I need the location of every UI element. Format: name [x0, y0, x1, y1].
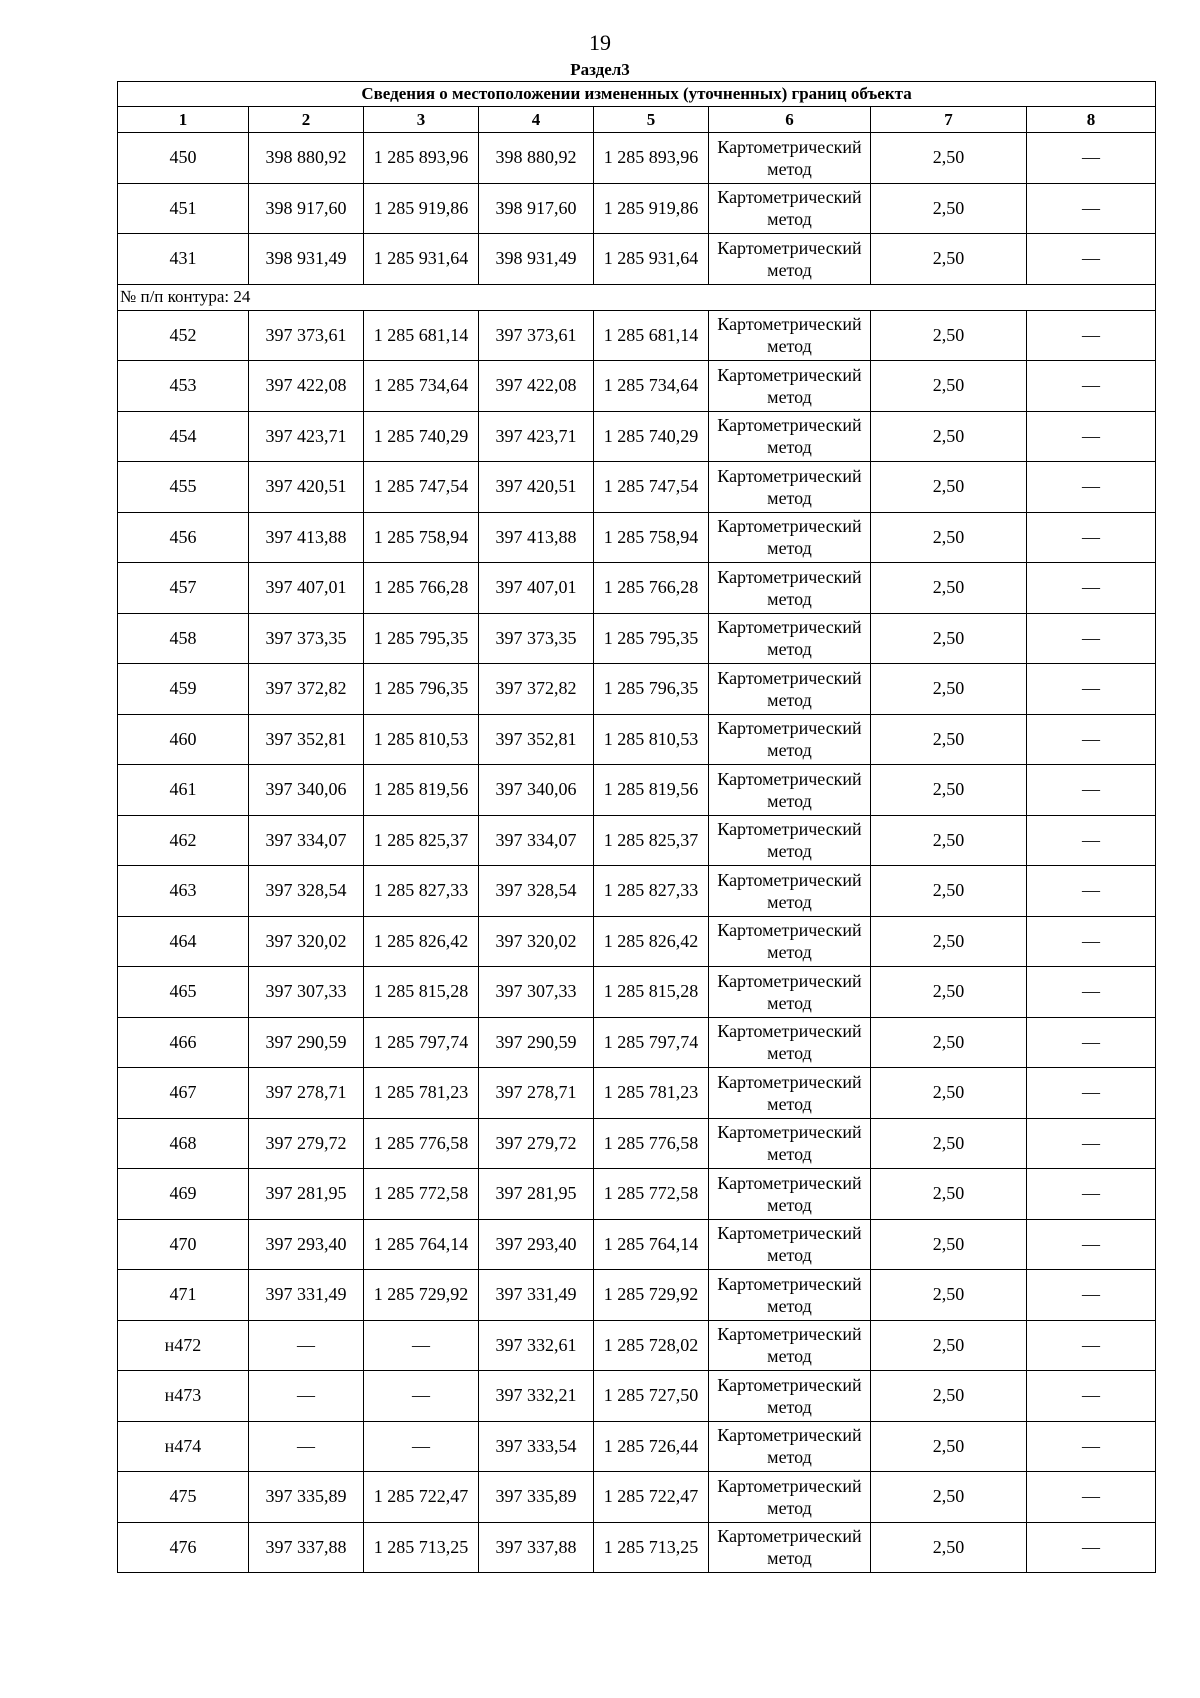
existing-x-cell: — — [249, 1421, 364, 1472]
accuracy-cell: 2,50 — [871, 512, 1027, 563]
boundary-coordinates-table — [117, 81, 1156, 1573]
refined-x-cell: 397 331,49 — [479, 1270, 594, 1321]
existing-x-cell: 397 373,35 — [249, 613, 364, 664]
refined-y-cell: 1 285 740,29 — [594, 411, 709, 462]
refined-y-cell: 1 285 797,74 — [594, 1017, 709, 1068]
accuracy-cell: 2,50 — [871, 462, 1027, 513]
point-number-cell: 457 — [118, 563, 249, 614]
description-cell: — — [1027, 1421, 1156, 1472]
point-number-cell: 468 — [118, 1118, 249, 1169]
refined-x-cell: 397 307,33 — [479, 967, 594, 1018]
method-cell: Картометрический метод — [709, 183, 871, 234]
refined-y-cell: 1 285 747,54 — [594, 462, 709, 513]
description-cell: — — [1027, 462, 1156, 513]
refined-x-cell: 397 373,35 — [479, 613, 594, 664]
refined-x-cell: 397 340,06 — [479, 765, 594, 816]
refined-y-cell: 1 285 758,94 — [594, 512, 709, 563]
accuracy-cell: 2,50 — [871, 1421, 1027, 1472]
point-number-cell: 453 — [118, 361, 249, 412]
existing-x-cell: 397 407,01 — [249, 563, 364, 614]
refined-x-cell: 397 290,59 — [479, 1017, 594, 1068]
refined-x-cell: 398 880,92 — [479, 133, 594, 184]
description-cell: — — [1027, 1522, 1156, 1573]
description-cell: — — [1027, 1118, 1156, 1169]
refined-y-cell: 1 285 796,35 — [594, 664, 709, 715]
method-cell: Картометрический метод — [709, 361, 871, 412]
method-cell: Картометрический метод — [709, 411, 871, 462]
existing-y-cell: 1 285 764,14 — [364, 1219, 479, 1270]
accuracy-cell: 2,50 — [871, 361, 1027, 412]
accuracy-cell: 2,50 — [871, 563, 1027, 614]
description-cell: — — [1027, 133, 1156, 184]
accuracy-cell: 2,50 — [871, 310, 1027, 361]
existing-y-cell: 1 285 766,28 — [364, 563, 479, 614]
page-number: 19 — [589, 30, 611, 55]
point-number-cell: 454 — [118, 411, 249, 462]
table-row — [118, 967, 1156, 1018]
method-cell: Картометрический метод — [709, 1371, 871, 1422]
existing-y-cell: 1 285 931,64 — [364, 234, 479, 285]
method-cell: Картометрический метод — [709, 1472, 871, 1523]
refined-y-cell: 1 285 781,23 — [594, 1068, 709, 1119]
point-number-cell: 470 — [118, 1219, 249, 1270]
existing-y-cell: 1 285 795,35 — [364, 613, 479, 664]
refined-x-cell: 397 422,08 — [479, 361, 594, 412]
refined-x-cell: 397 407,01 — [479, 563, 594, 614]
method-cell: Картометрический метод — [709, 1118, 871, 1169]
existing-y-cell: 1 285 919,86 — [364, 183, 479, 234]
existing-y-cell: — — [364, 1421, 479, 1472]
table-caption: Сведения о местоположении измененных (уточненных) границ объекта — [118, 82, 1156, 107]
point-number-cell: 452 — [118, 310, 249, 361]
description-cell: — — [1027, 815, 1156, 866]
refined-x-cell: 397 332,61 — [479, 1320, 594, 1371]
refined-x-cell: 397 334,07 — [479, 815, 594, 866]
existing-x-cell: 397 278,71 — [249, 1068, 364, 1119]
accuracy-cell: 2,50 — [871, 1118, 1027, 1169]
accuracy-cell: 2,50 — [871, 967, 1027, 1018]
refined-x-cell: 397 320,02 — [479, 916, 594, 967]
refined-y-cell: 1 285 722,47 — [594, 1472, 709, 1523]
column-number-header: 2 — [249, 107, 364, 133]
point-number-cell: 459 — [118, 664, 249, 715]
description-cell: — — [1027, 563, 1156, 614]
accuracy-cell: 2,50 — [871, 815, 1027, 866]
existing-y-cell: 1 285 826,42 — [364, 916, 479, 967]
method-cell: Картометрический метод — [709, 967, 871, 1018]
point-number-cell: 463 — [118, 866, 249, 917]
accuracy-cell: 2,50 — [871, 411, 1027, 462]
existing-x-cell: 398 880,92 — [249, 133, 364, 184]
existing-y-cell: 1 285 797,74 — [364, 1017, 479, 1068]
accuracy-cell: 2,50 — [871, 714, 1027, 765]
existing-y-cell: — — [364, 1371, 479, 1422]
table-row — [118, 866, 1156, 917]
table-row — [118, 1371, 1156, 1422]
description-cell: — — [1027, 1219, 1156, 1270]
existing-y-cell: 1 285 681,14 — [364, 310, 479, 361]
existing-x-cell: 397 293,40 — [249, 1219, 364, 1270]
description-cell: — — [1027, 613, 1156, 664]
point-number-cell: 458 — [118, 613, 249, 664]
existing-x-cell: 397 413,88 — [249, 512, 364, 563]
existing-y-cell: 1 285 815,28 — [364, 967, 479, 1018]
existing-x-cell: — — [249, 1371, 364, 1422]
table-row — [118, 1169, 1156, 1220]
point-number-cell: 475 — [118, 1472, 249, 1523]
method-cell: Картометрический метод — [709, 1219, 871, 1270]
table-row — [118, 462, 1156, 513]
existing-x-cell: 397 328,54 — [249, 866, 364, 917]
table-row — [118, 613, 1156, 664]
table-row — [118, 183, 1156, 234]
refined-y-cell: 1 285 772,58 — [594, 1169, 709, 1220]
refined-x-cell: 398 931,49 — [479, 234, 594, 285]
description-cell: — — [1027, 310, 1156, 361]
method-cell: Картометрический метод — [709, 866, 871, 917]
existing-x-cell: — — [249, 1320, 364, 1371]
refined-x-cell: 397 332,21 — [479, 1371, 594, 1422]
description-cell: — — [1027, 361, 1156, 412]
existing-x-cell: 397 331,49 — [249, 1270, 364, 1321]
accuracy-cell: 2,50 — [871, 1169, 1027, 1220]
table-row — [118, 1118, 1156, 1169]
accuracy-cell: 2,50 — [871, 1017, 1027, 1068]
refined-y-cell: 1 285 727,50 — [594, 1371, 709, 1422]
point-number-cell: 455 — [118, 462, 249, 513]
table-row — [118, 916, 1156, 967]
existing-y-cell: 1 285 781,23 — [364, 1068, 479, 1119]
method-cell: Картометрический метод — [709, 664, 871, 715]
accuracy-cell: 2,50 — [871, 866, 1027, 917]
description-cell: — — [1027, 183, 1156, 234]
method-cell: Картометрический метод — [709, 1270, 871, 1321]
existing-y-cell: 1 285 772,58 — [364, 1169, 479, 1220]
refined-y-cell: 1 285 713,25 — [594, 1522, 709, 1573]
method-cell: Картометрический метод — [709, 462, 871, 513]
table-row — [118, 1421, 1156, 1472]
refined-y-cell: 1 285 728,02 — [594, 1320, 709, 1371]
method-cell: Картометрический метод — [709, 310, 871, 361]
method-cell: Картометрический метод — [709, 815, 871, 866]
method-cell: Картометрический метод — [709, 714, 871, 765]
description-cell: — — [1027, 1320, 1156, 1371]
existing-y-cell: 1 285 810,53 — [364, 714, 479, 765]
refined-y-cell: 1 285 726,44 — [594, 1421, 709, 1472]
accuracy-cell: 2,50 — [871, 664, 1027, 715]
refined-x-cell: 397 333,54 — [479, 1421, 594, 1472]
point-number-cell: 451 — [118, 183, 249, 234]
point-number-cell: н474 — [118, 1421, 249, 1472]
existing-x-cell: 398 917,60 — [249, 183, 364, 234]
refined-x-cell: 397 293,40 — [479, 1219, 594, 1270]
existing-y-cell: 1 285 734,64 — [364, 361, 479, 412]
table-row — [118, 563, 1156, 614]
refined-x-cell: 397 281,95 — [479, 1169, 594, 1220]
refined-x-cell: 397 372,82 — [479, 664, 594, 715]
method-cell: Картометрический метод — [709, 613, 871, 664]
contour-label: № п/п контура: 24 — [118, 284, 1156, 310]
refined-x-cell: 397 420,51 — [479, 462, 594, 513]
table-row — [118, 664, 1156, 715]
column-number-header: 8 — [1027, 107, 1156, 133]
existing-x-cell: 397 337,88 — [249, 1522, 364, 1573]
column-number-header: 7 — [871, 107, 1027, 133]
existing-y-cell: 1 285 893,96 — [364, 133, 479, 184]
existing-y-cell: 1 285 758,94 — [364, 512, 479, 563]
method-cell: Картометрический метод — [709, 916, 871, 967]
accuracy-cell: 2,50 — [871, 1270, 1027, 1321]
description-cell: — — [1027, 664, 1156, 715]
method-cell: Картометрический метод — [709, 765, 871, 816]
point-number-cell: 460 — [118, 714, 249, 765]
existing-y-cell: 1 285 825,37 — [364, 815, 479, 866]
point-number-cell: 471 — [118, 1270, 249, 1321]
refined-x-cell: 397 279,72 — [479, 1118, 594, 1169]
point-number-cell: 465 — [118, 967, 249, 1018]
table-row — [118, 815, 1156, 866]
refined-y-cell: 1 285 919,86 — [594, 183, 709, 234]
description-cell: — — [1027, 765, 1156, 816]
existing-y-cell: — — [364, 1320, 479, 1371]
method-cell: Картометрический метод — [709, 1320, 871, 1371]
existing-y-cell: 1 285 713,25 — [364, 1522, 479, 1573]
existing-x-cell: 397 420,51 — [249, 462, 364, 513]
description-cell: — — [1027, 512, 1156, 563]
description-cell: — — [1027, 1169, 1156, 1220]
description-cell: — — [1027, 916, 1156, 967]
refined-y-cell: 1 285 795,35 — [594, 613, 709, 664]
refined-y-cell: 1 285 815,28 — [594, 967, 709, 1018]
refined-x-cell: 398 917,60 — [479, 183, 594, 234]
existing-x-cell: 397 290,59 — [249, 1017, 364, 1068]
table-body — [118, 133, 1156, 1573]
refined-x-cell: 397 335,89 — [479, 1472, 594, 1523]
refined-y-cell: 1 285 826,42 — [594, 916, 709, 967]
refined-y-cell: 1 285 729,92 — [594, 1270, 709, 1321]
existing-y-cell: 1 285 819,56 — [364, 765, 479, 816]
description-cell: — — [1027, 411, 1156, 462]
method-cell: Картометрический метод — [709, 1068, 871, 1119]
existing-y-cell: 1 285 722,47 — [364, 1472, 479, 1523]
point-number-cell: 464 — [118, 916, 249, 967]
refined-y-cell: 1 285 893,96 — [594, 133, 709, 184]
method-cell: Картометрический метод — [709, 563, 871, 614]
table-row — [118, 361, 1156, 412]
accuracy-cell: 2,50 — [871, 916, 1027, 967]
table-row — [118, 714, 1156, 765]
table-row — [118, 234, 1156, 285]
existing-y-cell: 1 285 827,33 — [364, 866, 479, 917]
existing-y-cell: 1 285 776,58 — [364, 1118, 479, 1169]
table-row — [118, 1522, 1156, 1573]
accuracy-cell: 2,50 — [871, 183, 1027, 234]
refined-x-cell: 397 373,61 — [479, 310, 594, 361]
existing-x-cell: 397 423,71 — [249, 411, 364, 462]
contour-header-row — [118, 284, 1156, 310]
column-number-header: 1 — [118, 107, 249, 133]
table-row — [118, 310, 1156, 361]
refined-y-cell: 1 285 819,56 — [594, 765, 709, 816]
point-number-cell: 450 — [118, 133, 249, 184]
method-cell: Картометрический метод — [709, 1017, 871, 1068]
refined-y-cell: 1 285 810,53 — [594, 714, 709, 765]
refined-y-cell: 1 285 827,33 — [594, 866, 709, 917]
column-number-header: 3 — [364, 107, 479, 133]
table-row — [118, 1219, 1156, 1270]
column-number-header-row — [118, 107, 1156, 133]
point-number-cell: 462 — [118, 815, 249, 866]
existing-x-cell: 398 931,49 — [249, 234, 364, 285]
refined-x-cell: 397 278,71 — [479, 1068, 594, 1119]
existing-y-cell: 1 285 729,92 — [364, 1270, 479, 1321]
existing-x-cell: 397 372,82 — [249, 664, 364, 715]
method-cell: Картометрический метод — [709, 512, 871, 563]
table-row — [118, 512, 1156, 563]
refined-y-cell: 1 285 681,14 — [594, 310, 709, 361]
accuracy-cell: 2,50 — [871, 765, 1027, 816]
description-cell: — — [1027, 714, 1156, 765]
method-cell: Картометрический метод — [709, 1169, 871, 1220]
description-cell: — — [1027, 234, 1156, 285]
existing-x-cell: 397 279,72 — [249, 1118, 364, 1169]
existing-y-cell: 1 285 796,35 — [364, 664, 479, 715]
point-number-cell: 469 — [118, 1169, 249, 1220]
refined-y-cell: 1 285 825,37 — [594, 815, 709, 866]
point-number-cell: 466 — [118, 1017, 249, 1068]
table-row — [118, 1320, 1156, 1371]
refined-y-cell: 1 285 766,28 — [594, 563, 709, 614]
refined-y-cell: 1 285 776,58 — [594, 1118, 709, 1169]
table-row — [118, 1472, 1156, 1523]
accuracy-cell: 2,50 — [871, 1068, 1027, 1119]
description-cell: — — [1027, 1472, 1156, 1523]
table-row — [118, 1270, 1156, 1321]
table-row — [118, 1017, 1156, 1068]
refined-x-cell: 397 328,54 — [479, 866, 594, 917]
existing-x-cell: 397 340,06 — [249, 765, 364, 816]
point-number-cell: н472 — [118, 1320, 249, 1371]
refined-y-cell: 1 285 734,64 — [594, 361, 709, 412]
existing-x-cell: 397 281,95 — [249, 1169, 364, 1220]
existing-x-cell: 397 334,07 — [249, 815, 364, 866]
description-cell: — — [1027, 1270, 1156, 1321]
existing-x-cell: 397 373,61 — [249, 310, 364, 361]
refined-x-cell: 397 352,81 — [479, 714, 594, 765]
existing-y-cell: 1 285 740,29 — [364, 411, 479, 462]
point-number-cell: 467 — [118, 1068, 249, 1119]
point-number-cell: 476 — [118, 1522, 249, 1573]
column-number-header: 6 — [709, 107, 871, 133]
accuracy-cell: 2,50 — [871, 1219, 1027, 1270]
accuracy-cell: 2,50 — [871, 133, 1027, 184]
column-number-header: 5 — [594, 107, 709, 133]
existing-x-cell: 397 352,81 — [249, 714, 364, 765]
section-title: Раздел3 — [570, 60, 630, 79]
accuracy-cell: 2,50 — [871, 1522, 1027, 1573]
table-row — [118, 133, 1156, 184]
description-cell: — — [1027, 1017, 1156, 1068]
refined-y-cell: 1 285 764,14 — [594, 1219, 709, 1270]
point-number-cell: 461 — [118, 765, 249, 816]
point-number-cell: 456 — [118, 512, 249, 563]
refined-x-cell: 397 337,88 — [479, 1522, 594, 1573]
refined-x-cell: 397 413,88 — [479, 512, 594, 563]
refined-y-cell: 1 285 931,64 — [594, 234, 709, 285]
point-number-cell: 431 — [118, 234, 249, 285]
description-cell: — — [1027, 866, 1156, 917]
description-cell: — — [1027, 1371, 1156, 1422]
existing-x-cell: 397 422,08 — [249, 361, 364, 412]
existing-y-cell: 1 285 747,54 — [364, 462, 479, 513]
method-cell: Картометрический метод — [709, 1421, 871, 1472]
column-number-header: 4 — [479, 107, 594, 133]
method-cell: Картометрический метод — [709, 1522, 871, 1573]
table-row — [118, 411, 1156, 462]
accuracy-cell: 2,50 — [871, 1320, 1027, 1371]
method-cell: Картометрический метод — [709, 133, 871, 184]
existing-x-cell: 397 320,02 — [249, 916, 364, 967]
accuracy-cell: 2,50 — [871, 1472, 1027, 1523]
method-cell: Картометрический метод — [709, 234, 871, 285]
table-row — [118, 765, 1156, 816]
refined-x-cell: 397 423,71 — [479, 411, 594, 462]
point-number-cell: н473 — [118, 1371, 249, 1422]
accuracy-cell: 2,50 — [871, 1371, 1027, 1422]
accuracy-cell: 2,50 — [871, 234, 1027, 285]
table-row — [118, 1068, 1156, 1119]
accuracy-cell: 2,50 — [871, 613, 1027, 664]
existing-x-cell: 397 307,33 — [249, 967, 364, 1018]
existing-x-cell: 397 335,89 — [249, 1472, 364, 1523]
description-cell: — — [1027, 967, 1156, 1018]
description-cell: — — [1027, 1068, 1156, 1119]
